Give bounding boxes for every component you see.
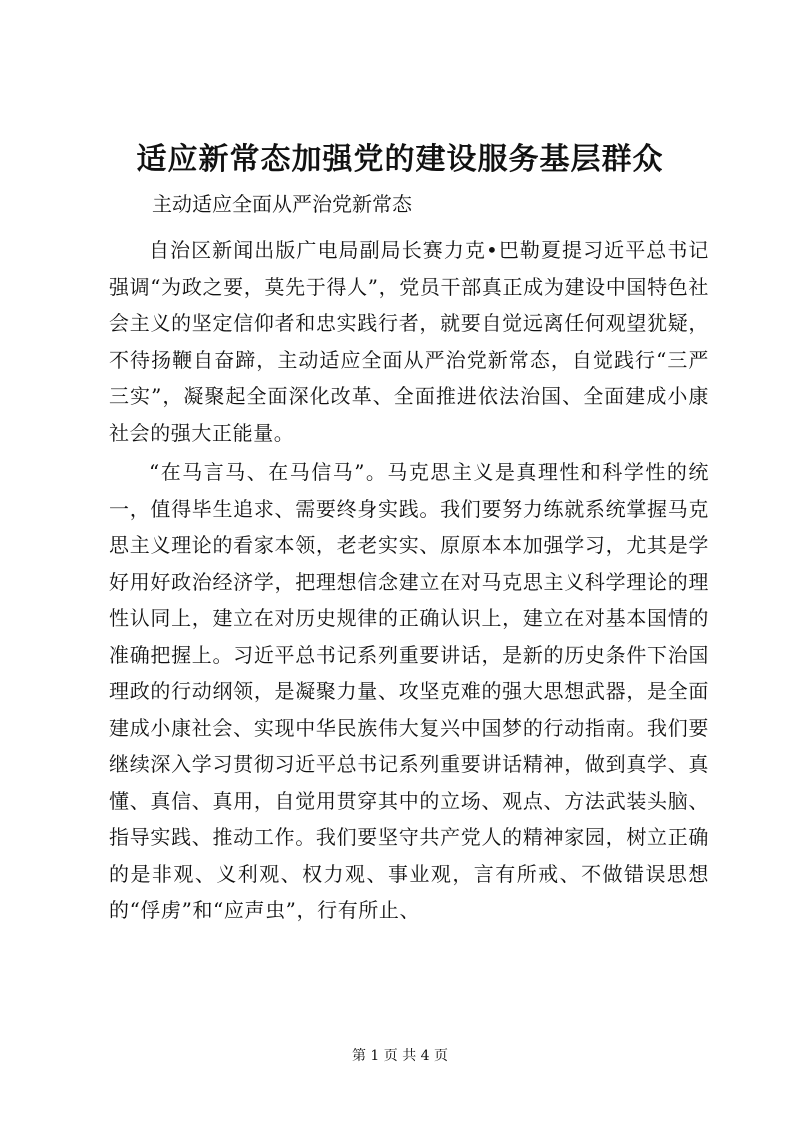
document-subtitle: 主动适应全面从严治党新常态 — [152, 192, 412, 216]
document-body — [109, 232, 709, 929]
page-number-footer: 第 1 页 共 4 页 — [351, 1048, 449, 1064]
paragraph: 自治区新闻出版广电局副局长赛力克•巴勒夏提习近平总书记强调“为政之要，莫先于得人”，党员干部真正成为建设中国特色社会主义的坚定信仰者和忠实践行者，就要自觉远离任何观望犹疑，不待扬鞭自奋蹄，主动适应全面从严治党新常态，自觉践行“三严三实”，凝聚起全面深化改革、全面推进依法治国、全面建成小康社会的强大正能量。 — [109, 238, 709, 445]
document-title: 适应新常态加强党的建设服务基层群众 — [136, 142, 664, 177]
paragraph: “在马言马、在马信马”。马克思主义是真理性和科学性的统一，值得毕生追求、需要终身实践。我们要努力练就系统掌握马克思主义理论的看家本领，老老实实、原原本本加强学习，尤其是学好用好政治经济学，把理想信念建立在对马克思主义科学理论的理性认同上，建立在对历史规律的正确认识上，建立在对基本国情的准确把握上。习近平总书记系列重要讲话，是新的历史条件下治国理政的行动纲领，是凝聚力量、攻坚克难的强大思想武器，是全面建成小康社会、实现中华民族伟大复兴中国梦的行动指南。我们要继续深入学习贯彻习近平总书记系列重要讲话精神，做到真学、真懂、真信、真用，自觉用贯穿其中的立场、观点、方法武装头脑、指导实践、推动工作。我们要坚守共产党人的精神家园，树立正确的是非观、义利观、权力观、事业观，言有所戒、不做错误思想的“俘虏”和“应声虫”，行有所止、 — [109, 460, 709, 922]
